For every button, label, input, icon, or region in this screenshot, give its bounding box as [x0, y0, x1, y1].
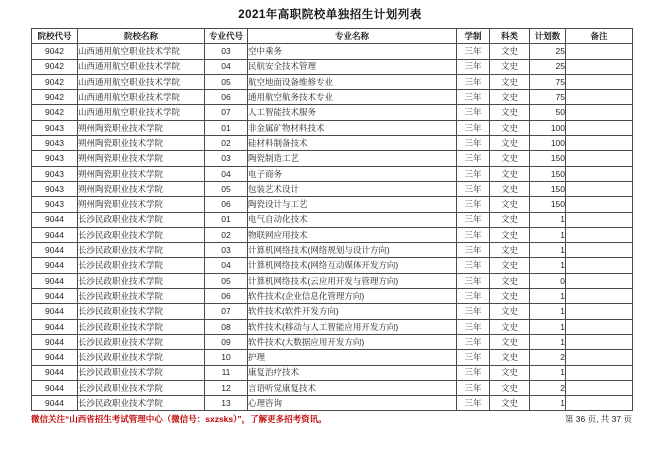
table-cell: 文史 [490, 396, 530, 411]
table-row [32, 44, 633, 59]
table-cell: 航空地面设备维修专业 [248, 74, 457, 89]
table-cell: 非金属矿物材料技术 [248, 120, 457, 135]
table-cell: 9044 [32, 319, 78, 334]
table-cell: 三年 [457, 120, 490, 135]
table-cell: 08 [205, 319, 248, 334]
table-cell: 长沙民政职业技术学院 [78, 243, 205, 258]
table-cell: 07 [205, 105, 248, 120]
table-cell: 文史 [490, 258, 530, 273]
table-cell: 长沙民政职业技术学院 [78, 304, 205, 319]
table-cell: 长沙民政职业技术学院 [78, 212, 205, 227]
table-cell: 1 [530, 396, 566, 411]
table-row [32, 380, 633, 395]
table-cell: 长沙民政职业技术学院 [78, 227, 205, 242]
table-cell: 山西通用航空职业技术学院 [78, 90, 205, 105]
table-cell: 陶瓷制造工艺 [248, 151, 457, 166]
table-cell: 01 [205, 120, 248, 135]
table-cell: 9044 [32, 304, 78, 319]
table-cell: 朔州陶瓷职业技术学院 [78, 181, 205, 196]
table-row [32, 90, 633, 105]
table-cell [566, 350, 633, 365]
table-cell: 04 [205, 166, 248, 181]
table-cell: 9043 [32, 120, 78, 135]
table-row [32, 243, 633, 258]
table-row [32, 304, 633, 319]
table-cell: 三年 [457, 181, 490, 196]
table-cell [566, 319, 633, 334]
table-cell: 民航安全技术管理 [248, 59, 457, 74]
table-cell: 50 [530, 105, 566, 120]
table-cell: 9044 [32, 227, 78, 242]
table-cell: 06 [205, 90, 248, 105]
table-cell: 9044 [32, 289, 78, 304]
table-cell: 9043 [32, 136, 78, 151]
table-cell: 山西通用航空职业技术学院 [78, 105, 205, 120]
table-cell: 文史 [490, 90, 530, 105]
table-cell: 人工智能技术服务 [248, 105, 457, 120]
table-cell: 软件技术(大数据应用开发方向) [248, 334, 457, 349]
table-cell: 1 [530, 365, 566, 380]
table-cell: 06 [205, 289, 248, 304]
table-cell: 9044 [32, 396, 78, 411]
table-cell [566, 44, 633, 59]
column-header: 计划数 [530, 29, 566, 44]
table-cell: 三年 [457, 105, 490, 120]
table-row [32, 273, 633, 288]
table-cell: 计算机网络技术(网络互动媒体开发方向) [248, 258, 457, 273]
table-cell: 9044 [32, 350, 78, 365]
table-cell: 0 [530, 273, 566, 288]
table-cell: 文史 [490, 120, 530, 135]
table-body [32, 44, 633, 411]
table-cell: 75 [530, 90, 566, 105]
table-cell: 三年 [457, 151, 490, 166]
table-cell: 通用航空航务技术专业 [248, 90, 457, 105]
table-cell: 三年 [457, 273, 490, 288]
table-cell: 150 [530, 181, 566, 196]
table-cell: 09 [205, 334, 248, 349]
column-header: 备注 [566, 29, 633, 44]
table-cell: 包装艺术设计 [248, 181, 457, 196]
table-cell: 三年 [457, 90, 490, 105]
table-cell: 朔州陶瓷职业技术学院 [78, 166, 205, 181]
table-cell: 9044 [32, 365, 78, 380]
table-cell: 三年 [457, 44, 490, 59]
table-cell: 文史 [490, 74, 530, 89]
table-row [32, 258, 633, 273]
table-cell [566, 273, 633, 288]
table-cell: 05 [205, 273, 248, 288]
table-cell [566, 90, 633, 105]
table-cell: 三年 [457, 396, 490, 411]
table-cell [566, 151, 633, 166]
table-cell: 文史 [490, 289, 530, 304]
table-cell: 1 [530, 304, 566, 319]
table-cell: 150 [530, 197, 566, 212]
table-cell: 1 [530, 258, 566, 273]
table-cell: 1 [530, 243, 566, 258]
table-header-row [32, 29, 633, 44]
table-cell: 长沙民政职业技术学院 [78, 365, 205, 380]
table-cell: 13 [205, 396, 248, 411]
table-cell: 9043 [32, 181, 78, 196]
table-row [32, 212, 633, 227]
table-row [32, 136, 633, 151]
table-cell: 03 [205, 151, 248, 166]
table-cell: 75 [530, 74, 566, 89]
table-cell: 文史 [490, 197, 530, 212]
table-cell: 文史 [490, 304, 530, 319]
table-row [32, 289, 633, 304]
table-cell: 文史 [490, 166, 530, 181]
table-cell: 文史 [490, 59, 530, 74]
table-cell: 150 [530, 151, 566, 166]
table-cell [566, 181, 633, 196]
table-cell: 心理咨询 [248, 396, 457, 411]
table-cell: 9043 [32, 166, 78, 181]
table-cell [566, 166, 633, 181]
table-cell: 长沙民政职业技术学院 [78, 258, 205, 273]
table-cell: 9044 [32, 334, 78, 349]
table-cell: 三年 [457, 227, 490, 242]
table-cell: 物联网应用技术 [248, 227, 457, 242]
table-cell: 文史 [490, 243, 530, 258]
table-cell: 三年 [457, 334, 490, 349]
table-cell: 计算机网络技术(网络规划与设计方向) [248, 243, 457, 258]
table-cell: 1 [530, 334, 566, 349]
table-cell: 长沙民政职业技术学院 [78, 273, 205, 288]
table-cell: 三年 [457, 350, 490, 365]
table-row [32, 105, 633, 120]
table-cell: 2 [530, 350, 566, 365]
table-cell: 山西通用航空职业技术学院 [78, 59, 205, 74]
table-row [32, 197, 633, 212]
table-cell: 朔州陶瓷职业技术学院 [78, 151, 205, 166]
table-cell: 05 [205, 181, 248, 196]
table-cell: 9044 [32, 380, 78, 395]
table-cell [566, 59, 633, 74]
table-cell: 长沙民政职业技术学院 [78, 380, 205, 395]
table-cell: 言语听觉康复技术 [248, 380, 457, 395]
table-cell [566, 105, 633, 120]
table-cell: 9042 [32, 74, 78, 89]
table-row [32, 334, 633, 349]
table-cell [566, 197, 633, 212]
table-cell [566, 120, 633, 135]
table-cell: 03 [205, 44, 248, 59]
table-cell: 三年 [457, 258, 490, 273]
table-cell: 9042 [32, 44, 78, 59]
table-cell: 朔州陶瓷职业技术学院 [78, 136, 205, 151]
table-cell: 文史 [490, 44, 530, 59]
table-cell: 9044 [32, 258, 78, 273]
table-cell: 三年 [457, 197, 490, 212]
table-cell: 软件技术(企业信息化管理方向) [248, 289, 457, 304]
table-cell: 文史 [490, 151, 530, 166]
table-cell: 三年 [457, 136, 490, 151]
table-cell: 电气自动化技术 [248, 212, 457, 227]
table-cell: 9044 [32, 243, 78, 258]
table-cell: 文史 [490, 105, 530, 120]
table-row [32, 350, 633, 365]
table-cell [566, 227, 633, 242]
table-cell: 三年 [457, 365, 490, 380]
table-cell: 朔州陶瓷职业技术学院 [78, 120, 205, 135]
table-row [32, 227, 633, 242]
table-cell: 04 [205, 59, 248, 74]
table-cell: 文史 [490, 273, 530, 288]
table-cell: 文史 [490, 365, 530, 380]
table-cell: 25 [530, 59, 566, 74]
table-cell: 文史 [490, 350, 530, 365]
table-cell [566, 304, 633, 319]
column-header: 院校代号 [32, 29, 78, 44]
table-row [32, 181, 633, 196]
table-cell: 04 [205, 258, 248, 273]
table-cell: 康复治疗技术 [248, 365, 457, 380]
table-cell: 1 [530, 227, 566, 242]
table-cell: 软件技术(软件开发方向) [248, 304, 457, 319]
table-cell: 长沙民政职业技术学院 [78, 396, 205, 411]
table-cell: 02 [205, 136, 248, 151]
table-cell: 电子商务 [248, 166, 457, 181]
page-indicator: 第 36 页, 共 37 页 [564, 414, 632, 424]
table-cell: 12 [205, 380, 248, 395]
table-cell [566, 74, 633, 89]
table-row [32, 319, 633, 334]
table-cell: 9042 [32, 59, 78, 74]
table-cell: 05 [205, 74, 248, 89]
table-cell: 03 [205, 243, 248, 258]
table-row [32, 166, 633, 181]
table-cell: 三年 [457, 243, 490, 258]
table-cell: 9042 [32, 90, 78, 105]
column-header: 学制 [457, 29, 490, 44]
column-header: 院校名称 [78, 29, 205, 44]
table-cell: 朔州陶瓷职业技术学院 [78, 197, 205, 212]
table-row [32, 59, 633, 74]
table-cell: 三年 [457, 304, 490, 319]
table-cell: 文史 [490, 227, 530, 242]
table-cell: 山西通用航空职业技术学院 [78, 74, 205, 89]
table-cell: 2 [530, 380, 566, 395]
table-cell: 长沙民政职业技术学院 [78, 289, 205, 304]
table-cell [566, 136, 633, 151]
column-header: 专业代号 [205, 29, 248, 44]
table-cell [566, 334, 633, 349]
table-cell: 三年 [457, 289, 490, 304]
table-cell: 计算机网络技术(云应用开发与管理方向) [248, 273, 457, 288]
column-header: 科类 [490, 29, 530, 44]
table-cell: 25 [530, 44, 566, 59]
table-cell: 1 [530, 212, 566, 227]
table-cell: 100 [530, 136, 566, 151]
table-cell: 山西通用航空职业技术学院 [78, 44, 205, 59]
table-cell: 长沙民政职业技术学院 [78, 334, 205, 349]
table-cell: 10 [205, 350, 248, 365]
table-cell: 11 [205, 365, 248, 380]
table-cell: 文史 [490, 212, 530, 227]
table-cell: 1 [530, 319, 566, 334]
table-cell: 文史 [490, 334, 530, 349]
table-cell: 150 [530, 166, 566, 181]
table-cell: 9043 [32, 197, 78, 212]
table-cell [566, 380, 633, 395]
table-cell: 空中乘务 [248, 44, 457, 59]
table-cell: 长沙民政职业技术学院 [78, 319, 205, 334]
page-title: 2021年高职院校单独招生计划列表 [238, 9, 422, 21]
table-cell: 06 [205, 197, 248, 212]
column-header: 专业名称 [248, 29, 457, 44]
enrollment-table [31, 28, 633, 411]
table-cell [566, 289, 633, 304]
table-cell: 软件技术(移动与人工智能应用开发方向) [248, 319, 457, 334]
table-cell: 长沙民政职业技术学院 [78, 350, 205, 365]
table-cell: 三年 [457, 380, 490, 395]
footer-notice: 微信关注“山西省招生考试管理中心（微信号：sxzsks）”，了解更多招考资讯。 [31, 414, 327, 424]
table-cell: 陶瓷设计与工艺 [248, 197, 457, 212]
table-cell: 硅材料制备技术 [248, 136, 457, 151]
table-cell: 9043 [32, 151, 78, 166]
table-row [32, 365, 633, 380]
table-cell: 9042 [32, 105, 78, 120]
table-row [32, 74, 633, 89]
table-cell: 9044 [32, 273, 78, 288]
table-cell: 三年 [457, 319, 490, 334]
table-cell [566, 396, 633, 411]
table-cell: 07 [205, 304, 248, 319]
table-row [32, 151, 633, 166]
table-cell: 三年 [457, 212, 490, 227]
table-cell: 三年 [457, 74, 490, 89]
table-cell [566, 258, 633, 273]
table-cell: 100 [530, 120, 566, 135]
table-cell: 02 [205, 227, 248, 242]
table-row [32, 396, 633, 411]
table-cell: 文史 [490, 319, 530, 334]
table-cell: 1 [530, 289, 566, 304]
table-cell [566, 212, 633, 227]
table-cell: 文史 [490, 136, 530, 151]
table-cell [566, 365, 633, 380]
footer [31, 413, 632, 425]
table-cell: 三年 [457, 166, 490, 181]
table-cell: 01 [205, 212, 248, 227]
table-cell: 三年 [457, 59, 490, 74]
table-row [32, 120, 633, 135]
table-cell: 文史 [490, 181, 530, 196]
table-cell: 文史 [490, 380, 530, 395]
table-cell: 9044 [32, 212, 78, 227]
table-cell: 护理 [248, 350, 457, 365]
table-cell [566, 243, 633, 258]
